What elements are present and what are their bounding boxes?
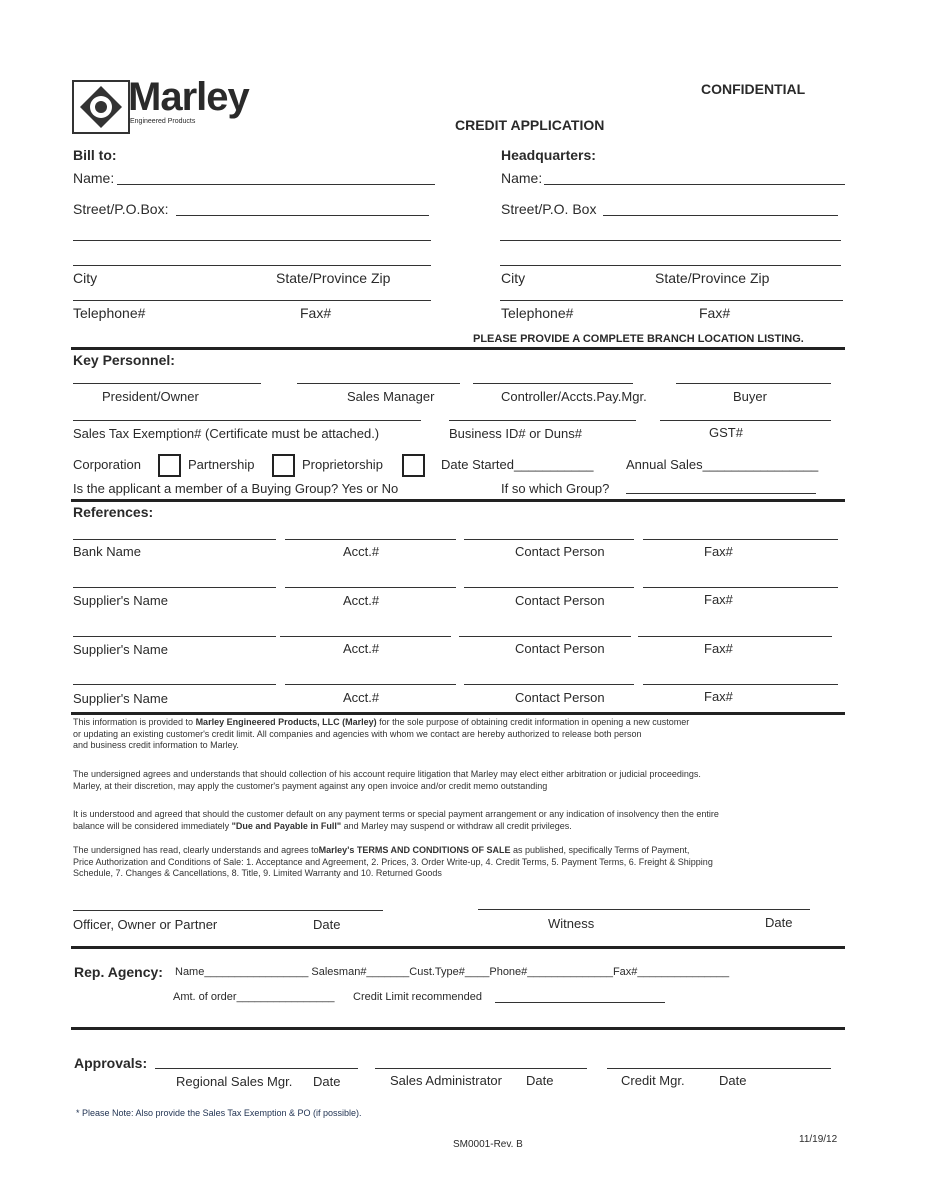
brand-name: Marley xyxy=(128,75,249,119)
reference-contact-label: Contact Person xyxy=(515,641,605,656)
reference-field[interactable] xyxy=(73,684,276,685)
confidential-label: CONFIDENTIAL xyxy=(701,81,806,97)
section-divider xyxy=(71,347,845,350)
reference-field[interactable] xyxy=(643,684,838,685)
hq-fax-label: Fax# xyxy=(699,305,731,321)
officer-date-label: Date xyxy=(313,917,341,932)
bill-to-street-label: Street/P.O.Box: xyxy=(73,201,169,217)
which-group-label: If so which Group? xyxy=(501,481,610,496)
reference-field[interactable] xyxy=(643,587,838,588)
reference-field[interactable] xyxy=(73,587,276,588)
reference-fax-label: Fax# xyxy=(704,592,733,607)
bill-to-city-line[interactable] xyxy=(73,300,431,301)
regional-sales-signature-field[interactable] xyxy=(155,1068,358,1069)
buyer-label: Buyer xyxy=(733,389,767,404)
reference-name-label: Bank Name xyxy=(73,544,141,559)
controller-field[interactable] xyxy=(473,383,633,384)
reference-field[interactable] xyxy=(285,587,456,588)
buyer-field[interactable] xyxy=(676,383,831,384)
date-started-field[interactable]: Date Started___________ xyxy=(441,457,594,472)
credit-mgr-signature-field[interactable] xyxy=(607,1068,831,1069)
reference-fax-label: Fax# xyxy=(704,689,733,704)
reference-acct-label: Acct.# xyxy=(343,593,380,608)
reference-contact-label: Contact Person xyxy=(515,544,605,559)
tax-exemption-label: Sales Tax Exemption# (Certificate must be attached.) xyxy=(73,426,380,441)
reference-field[interactable] xyxy=(280,636,451,637)
regional-sales-label: Regional Sales Mgr. xyxy=(176,1074,293,1089)
reference-field[interactable] xyxy=(464,684,634,685)
key-personnel-title: Key Personnel: xyxy=(73,352,175,368)
bill-to-line3[interactable] xyxy=(73,265,431,266)
bill-to-name-field[interactable] xyxy=(117,184,435,185)
business-id-label: Business ID# or Duns# xyxy=(449,426,582,441)
bill-to-street-line2[interactable] xyxy=(73,240,431,241)
hq-telephone-label: Telephone# xyxy=(501,305,574,321)
credit-mgr-label: Credit Mgr. xyxy=(621,1073,685,1088)
reference-field[interactable] xyxy=(643,539,838,540)
reference-fax-label: Fax# xyxy=(704,544,733,559)
controller-label: Controller/Accts.Pay.Mgr. xyxy=(501,389,647,404)
reference-fax-label: Fax# xyxy=(704,641,733,656)
gst-label: GST# xyxy=(709,425,743,440)
hq-name-field[interactable] xyxy=(544,184,845,185)
section-divider xyxy=(71,712,845,715)
hq-street-field[interactable] xyxy=(603,215,838,216)
reference-name-label: Supplier's Name xyxy=(73,642,168,657)
bill-to-name-label: Name: xyxy=(73,170,115,186)
reference-field[interactable] xyxy=(464,539,634,540)
gst-field[interactable] xyxy=(660,420,831,421)
reference-name-label: Supplier's Name xyxy=(73,691,168,706)
reference-acct-label: Acct.# xyxy=(343,641,380,656)
hq-city-line[interactable] xyxy=(500,300,843,301)
section-divider xyxy=(71,946,845,949)
references-title: References: xyxy=(73,504,154,520)
regional-date-label: Date xyxy=(313,1074,341,1089)
reference-contact-label: Contact Person xyxy=(515,593,605,608)
bill-to-fax-label: Fax# xyxy=(300,305,332,321)
form-date: 11/19/12 xyxy=(799,1134,838,1145)
reference-acct-label: Acct.# xyxy=(343,544,380,559)
witness-label: Witness xyxy=(548,916,595,931)
reference-contact-label: Contact Person xyxy=(515,690,605,705)
reference-field[interactable] xyxy=(73,539,276,540)
reference-field[interactable] xyxy=(285,684,456,685)
reference-field[interactable] xyxy=(638,636,832,637)
tax-exemption-field[interactable] xyxy=(73,420,421,421)
partnership-label: Partnership xyxy=(188,457,255,472)
business-id-field[interactable] xyxy=(449,420,636,421)
corporation-checkbox[interactable] xyxy=(158,454,181,477)
hq-city-label: City xyxy=(501,270,526,286)
section-divider xyxy=(71,1027,845,1030)
hq-street-line2[interactable] xyxy=(500,240,841,241)
president-field[interactable] xyxy=(73,383,261,384)
branch-listing-note: PLEASE PROVIDE A COMPLETE BRANCH LOCATION LISTING. xyxy=(473,333,804,345)
terms-paragraph-2: The undersigned agrees and understands that should collection of his account require litigation that Marley may elect either arbitration or judicial proceedings. Marley, at their discretion, may apply the customer's payment against any open invoice and/or credit memo outstanding xyxy=(73,769,701,791)
hq-name-label: Name: xyxy=(501,170,543,186)
sales-admin-date-label: Date xyxy=(526,1073,554,1088)
marley-logo-emblem xyxy=(72,80,130,134)
approvals-title: Approvals: xyxy=(74,1055,148,1071)
rep-agency-fields[interactable]: Name_________________ Salesman#_______Cust.Type#____Phone#______________Fax#_______________ xyxy=(175,966,730,978)
terms-paragraph-1: This information is provided to Marley Engineered Products, LLC (Marley) for the sole purpose of obtaining credit information in opening a new customer or updating an existing customer's credit limit. All companies and agencies with whom we contact are hereby authorized to release both person and business credit information to Marley. xyxy=(73,717,690,750)
bill-to-state-zip-label: State/Province Zip xyxy=(276,270,391,286)
hq-state-zip-label: State/Province Zip xyxy=(655,270,770,286)
credit-mgr-date-label: Date xyxy=(719,1073,747,1088)
which-group-field[interactable] xyxy=(626,493,816,494)
corporation-label: Corporation xyxy=(73,457,141,472)
annual-sales-field[interactable]: Annual Sales________________ xyxy=(626,457,819,472)
footer-note: * Please Note: Also provide the Sales Tax Exemption & PO (if possible). xyxy=(76,1108,362,1118)
credit-limit-label: Credit Limit recommended xyxy=(353,991,482,1003)
section-divider xyxy=(71,499,845,502)
buying-group-question: Is the applicant a member of a Buying Group? Yes or No xyxy=(73,481,399,496)
proprietorship-label: Proprietorship xyxy=(302,457,383,472)
reference-field[interactable] xyxy=(285,539,456,540)
sales-manager-field[interactable] xyxy=(297,383,460,384)
form-title: CREDIT APPLICATION xyxy=(455,117,605,133)
credit-limit-field[interactable] xyxy=(495,1002,665,1003)
brand-subtitle: Engineered Products xyxy=(130,118,196,125)
terms-paragraph-4: The undersigned has read, clearly understands and agrees toMarley's TERMS AND CONDITIONS OF SALE as published, specifically Terms of Payment, Price Authorization and Conditions of Sale: 1. Acceptance and Agreement, 2. Prices, 3. Order Write-up, 4. Credit Terms, 5. Payment Terms, 6. Freight & Shipping Schedule, 7. Changes & Cancellations, 8. Title, 9. Limited Warranty and 10. Returned Goods xyxy=(73,845,713,878)
reference-field[interactable] xyxy=(464,587,634,588)
bill-to-telephone-label: Telephone# xyxy=(73,305,146,321)
form-number: SM0001-Rev. B xyxy=(453,1139,523,1150)
witness-signature-field[interactable] xyxy=(478,909,810,910)
terms-paragraph-3: It is understood and agreed that should the customer default on any payment terms or special payment arrangement or any indication of insolvency then the entire balance will be considered immediately "Due and Payable in Full" and Marley may suspend or withdraw all credit privileges. xyxy=(73,809,719,831)
sales-manager-label: Sales Manager xyxy=(347,389,435,404)
reference-field[interactable] xyxy=(459,636,631,637)
hq-street-label: Street/P.O. Box xyxy=(501,201,597,217)
sales-admin-label: Sales Administrator xyxy=(390,1073,502,1088)
hq-line3[interactable] xyxy=(500,265,841,266)
bill-to-city-label: City xyxy=(73,270,98,286)
rep-agency-title: Rep. Agency: xyxy=(74,964,163,980)
reference-acct-label: Acct.# xyxy=(343,690,380,705)
reference-field[interactable] xyxy=(73,636,276,637)
officer-signature-field[interactable] xyxy=(73,910,383,911)
proprietorship-checkbox[interactable] xyxy=(402,454,425,477)
bill-to-title: Bill to: xyxy=(73,147,117,163)
hq-title: Headquarters: xyxy=(501,147,596,163)
witness-date-label: Date xyxy=(765,915,793,930)
president-label: President/Owner xyxy=(102,389,199,404)
amount-of-order-field[interactable]: Amt. of order________________ xyxy=(173,991,335,1003)
reference-name-label: Supplier's Name xyxy=(73,593,168,608)
partnership-checkbox[interactable] xyxy=(272,454,295,477)
sales-admin-signature-field[interactable] xyxy=(375,1068,587,1069)
officer-label: Officer, Owner or Partner xyxy=(73,917,218,932)
bill-to-street-field[interactable] xyxy=(176,215,429,216)
